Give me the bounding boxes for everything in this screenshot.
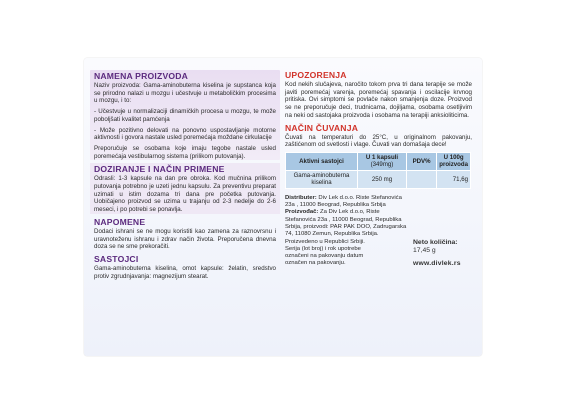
product-label-back: [84, 58, 482, 356]
namena-paragraph-2: Preporučuje se osobama koje imaju tegobe nastale usled poremećaja vestibularnog sistema (prilikom putovanja).: [94, 144, 276, 160]
header-pdv: PDV%: [406, 152, 436, 170]
napomene-text: Dodaci ishrani se ne mogu koristiti kao zamena za raznovrsnu i uravnoteženu ishranu i zdrav način života. Preporučena dnevna doza se ne sme prekoračiti.: [94, 227, 276, 251]
header-active-ingredients: Aktivni sastojci: [286, 152, 358, 170]
proizvodjac-line: [285, 209, 407, 238]
header-per-capsule-line1: U 1 kapsuli: [365, 153, 399, 161]
left-column: [94, 70, 276, 356]
namena-title: NAMENA PROIZVODA: [94, 71, 189, 81]
cell-per-capsule: 250 mg: [358, 170, 407, 188]
napomene-title: NAPOMENE: [94, 216, 146, 227]
proizvodjac-label: Proizvođač:: [285, 209, 319, 216]
upozorenja-title: UPOZORENJA: [285, 70, 347, 80]
header-per-capsule: [358, 152, 407, 170]
website-text: www.divlek.rs: [413, 260, 461, 268]
doziranje-title: DOZIRANJE I NAČIN PRIMENE: [94, 164, 225, 175]
header-per-capsule-line2: (349mg): [370, 161, 394, 169]
sastojci-title: SASTOJCI: [94, 253, 139, 264]
namena-paragraph-1: Naziv proizvoda: Gama-aminobuterna kiselina je supstanca koja se prirodno nalazi u mozgu i učestvuje u metaboličkim procesima u mozgu, i to:: [94, 82, 276, 105]
neto-label: Neto količina:: [413, 238, 458, 246]
distributer-text: Div Lek d.o.o. Riste Stefanovića 23a , 11000 Beograd, Republika Srbija: [285, 194, 402, 209]
lot-text: Serija (lot broj) i rok upotrebe označeni na pakovanju datum označen na pakovanju.: [285, 245, 364, 267]
header-per-100g: U 100g proizvoda: [437, 152, 471, 170]
neto-value: 17,45 g: [413, 247, 436, 255]
table-header-row: [286, 152, 471, 170]
upozorenja-text: Kod nekih slučajeva, naročito tokom prva tri dana terapije se može javiti poremećaj varenja, poremećaj spavanja i oscilacije krvnog pritiska. Ovi simptomi se povlače nakon smanjenja doze. Proizvod se ne preporučuje deci, trudnicama, dojiljama, osobama osetljivim na neki od sastojaka proizvoda i osobama na terapiji anksioliticima.: [285, 81, 472, 119]
section-sastojci: [94, 254, 276, 280]
distributer-line: [285, 195, 407, 210]
section-napomene: [94, 217, 276, 251]
net-quantity-block: [413, 239, 473, 268]
distribution-info: [285, 195, 407, 268]
cell-ingredient: Gama-aminobuterna kiselina: [286, 170, 358, 188]
sastojci-text: Gama-aminobuterna kiselina, omot kapsule: želatin, sredstvo protiv zgrudnjavanja: magnezijum stearat.: [94, 264, 276, 280]
table-row: [286, 170, 471, 188]
cell-per-100g: 71,6g: [437, 170, 471, 188]
namena-bullet-1: - Učestvuje u normalizaciji dinamičkih procesa u mozgu, te može poboljšati kvalitet pamćenja: [94, 108, 276, 123]
doziranje-text: Odrasli: 1-3 kapsule na dan pre obroka. Kod mučnina prilikom putovanja potrebno je uzeti jednu kapsulu. Za preventivu preparat uzimati u istim dozama tri dana pre početka putovanja. Uobičajeno proizvod se uzima u trajanju od 2-3 nedelje do 2-6 meseci, i po potrebi se ponavlja.: [94, 175, 276, 214]
proizvodjac-text: Za Div Lek d.o.o, Riste Stefanovića 23a , 11000 Beograd, Republika Srbija, proizvodi: PAR PAK DOO, Zadrugarska 74, 11080 Zemun, Republika Srbija.: [285, 209, 407, 238]
nutrition-table: [285, 152, 471, 189]
section-upozorenja: [285, 70, 472, 120]
cell-pdv: [406, 170, 436, 188]
namena-bullet-2: - Može pozitivno delovati na ponovno uspostavljanje motorne aktivnosti i govora nastale usled poremećaja moždane cirkulacije: [94, 126, 276, 142]
section-namena: [90, 70, 280, 160]
section-doziranje: [90, 163, 280, 214]
made-in-text: Proizvedeno u Republici Srbiji.: [285, 238, 365, 245]
cuvanje-title: NAČIN ČUVANJA: [285, 122, 359, 133]
cuvanje-text: Čuvati na temperaturi do 25°C, u originalnom pakovanju, zaštićenom od svetlosti i vlage. Čuvati van domašaja dece!: [285, 133, 472, 149]
right-column: [285, 70, 472, 356]
distributer-label: Distributer:: [285, 194, 317, 201]
section-cuvanje: [285, 123, 472, 149]
